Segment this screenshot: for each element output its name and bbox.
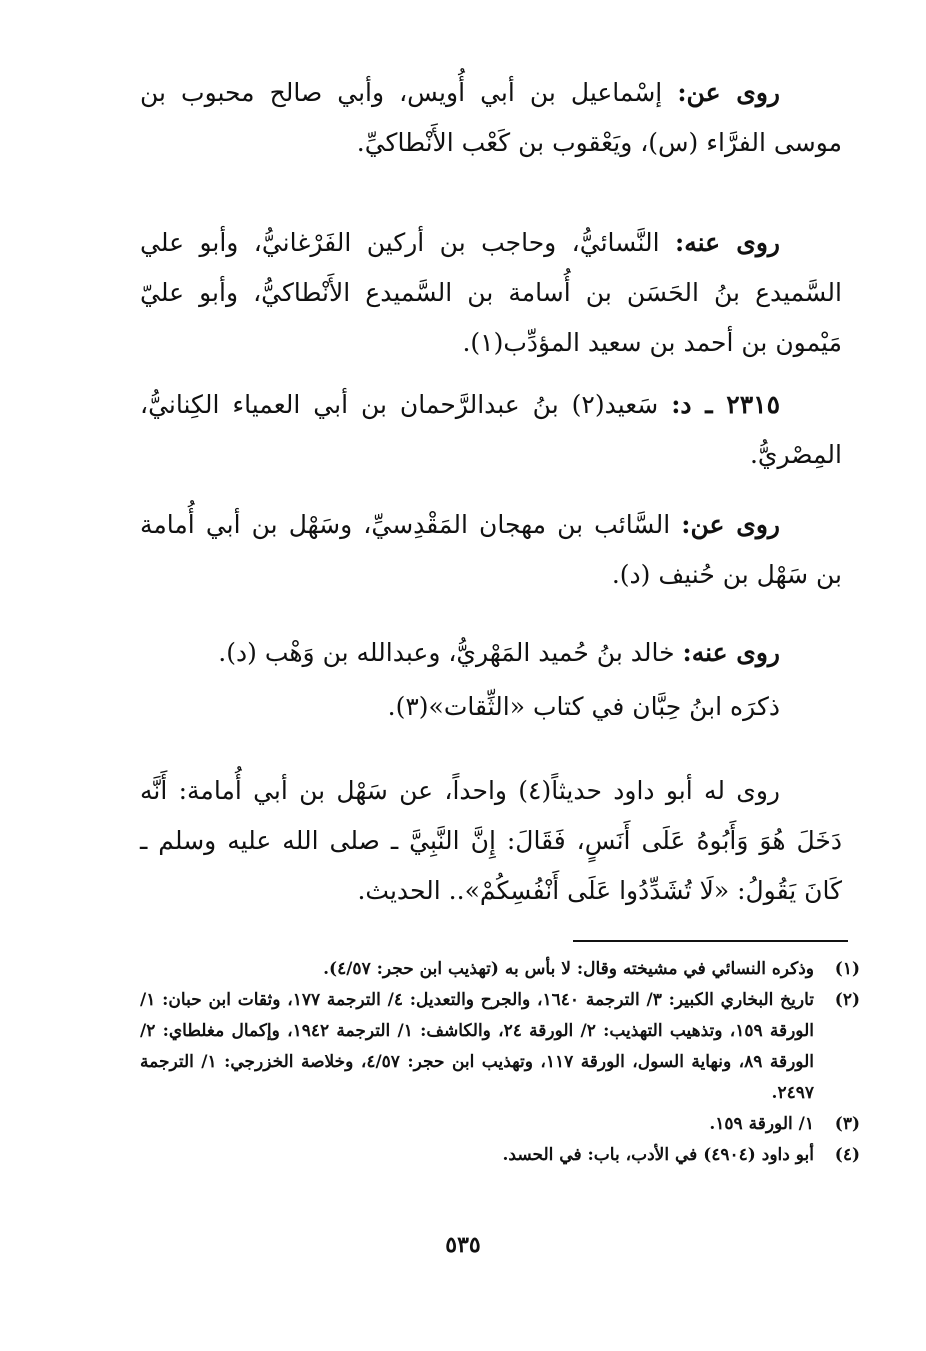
paragraph-narrated-from-2 [140, 500, 842, 600]
paragraph-narrated-by [140, 218, 842, 368]
paragraph-narrated-by-2 [140, 628, 842, 678]
footnote-2 [140, 985, 860, 1109]
footnotes [140, 954, 860, 1171]
paragraph-text: النَّسائيُّ، وحاجب بن أركين الفَرْغانيُّ، وأبو علي السَّميدع بنُ الحَسَن بن أُسامة بن السَّميدع الأَنْطاكيُّ، وأبو عليّ مَيْمون بن أحمد بن سعيد المؤدِّب(١). [140, 228, 842, 357]
footnote-text: أبو داود (٤٩٠٤) في الأدب، باب: في الحسد. [502, 1145, 814, 1165]
footnote-text: وذكره النسائي في مشيخته وقال: لا بأس به (تهذيب ابن حجر: ٤/٥٧). [323, 959, 814, 979]
paragraph-text: روى له أبو داود حديثاً(٤) واحداً، عن سَهْل بن أبي أُمامة: أَنَّه دَخَلَ هُوَ وَأَبُوهُ عَلَى أَنَسٍ، فَقَالَ: إِنَّ النَّبِيَّ ـ صلى الله عليه وسلم ـ كَانَ يَقُولُ: «لَا تُشَدِّدُوا عَلَى أَنْفُسِكُمْ».. الحديث. [140, 776, 842, 905]
paragraph-hadith [140, 766, 842, 916]
paragraph-lead: روى عن: [677, 78, 781, 107]
footnote-number: (٢) [834, 990, 860, 1010]
paragraph-text: السَّائب بن مهجان المَقْدِسيِّ، وسَهْل بن أبي أُمامة بن سَهْل بن حُنيف (د). [140, 510, 842, 589]
paragraph-ibn-hibban [140, 682, 842, 732]
entry-heading-2315 [140, 380, 842, 480]
footnote-4 [140, 1140, 860, 1171]
footnote-1 [140, 954, 860, 985]
paragraph-lead: روى عنه: [682, 638, 780, 667]
page-number: ٥٣٥ [445, 1232, 481, 1258]
paragraph-text: ذكرَه ابنُ حِبَّان في كتاب «الثِّقات»(٣). [387, 692, 780, 721]
footnote-number: (٣) [834, 1114, 860, 1134]
footnote-number: (٤) [834, 1145, 860, 1165]
entry-number: ٢٣١٥ ـ د: [671, 390, 780, 419]
paragraph-lead: روى عن: [681, 510, 780, 539]
paragraph-lead: روى عنه: [675, 228, 780, 257]
paragraph-narrated-from [140, 68, 842, 168]
footnote-3 [140, 1109, 860, 1140]
footnote-divider [573, 940, 848, 942]
paragraph-text: إسْماعيل بن أبي أُويس، وأبي صالح محبوب بن موسى الفرَّاء (س)، ويَعْقوب بن كَعْب الأَنْطاكيِّ. [140, 78, 842, 157]
footnote-text: تاريخ البخاري الكبير: ٣/ الترجمة ١٦٤٠، والجرح والتعديل: ٤/ الترجمة ١٧٧، وثقات ابن حبان: ١/ الورقة ١٥٩، وتذهيب التهذيب: ٢/ الورقة ٢٤، والكاشف: ١/ الترجمة ١٩٤٢، وإكمال مغلطاي: ٢/ الورقة ٨٩، ونهاية السول، الورقة ١١٧، وتهذيب ابن حجر: ٤/٥٧، وخلاصة الخزرجي: ١/ الترجمة ٢٤٩٧. [140, 990, 814, 1103]
footnote-text: ١/ الورقة ١٥٩. [709, 1114, 814, 1134]
entry-name: سَعيد(٢) بنُ عبدالرَّحمان بن أبي العمياء الكِنانيُّ، المِصْريُّ. [140, 390, 842, 469]
paragraph-text: خالد بنُ حُميد المَهْريُّ، وعبدالله بن وَهْب (د). [218, 638, 683, 667]
footnote-number: (١) [834, 959, 860, 979]
